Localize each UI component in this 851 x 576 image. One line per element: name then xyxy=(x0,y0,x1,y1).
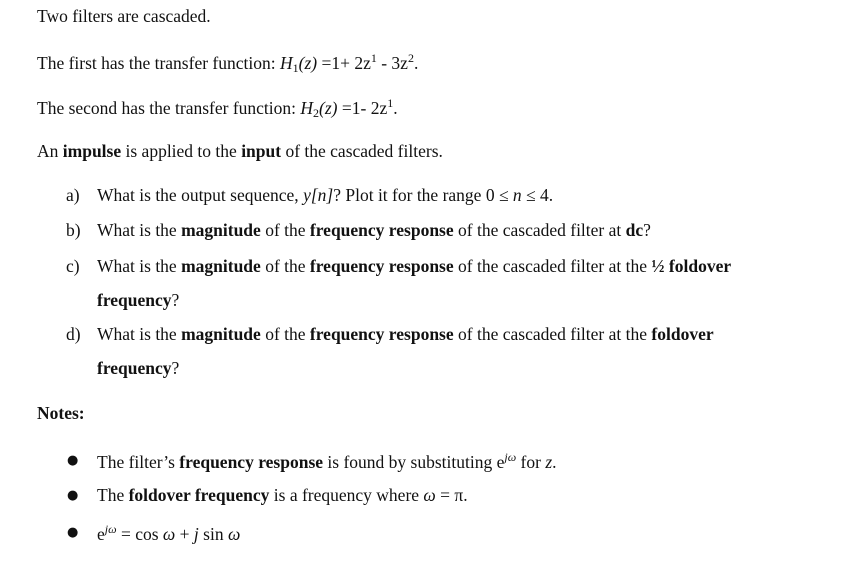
impulse-b2: input xyxy=(241,141,282,161)
notes-heading: Notes: xyxy=(37,403,85,423)
note-2-text xyxy=(97,485,468,506)
n3-w1: ω xyxy=(162,524,176,544)
qc-b3: ½ foldover xyxy=(651,256,732,276)
impulse-p1: An xyxy=(37,141,63,161)
qd-b4: frequency xyxy=(97,358,172,378)
question-c-text xyxy=(97,256,731,277)
qa-nvar: n xyxy=(512,185,522,205)
second-filter-line xyxy=(37,96,398,121)
second-prefix: The second has the transfer function: xyxy=(37,98,301,118)
first-prefix: The first has the transfer function: xyxy=(37,53,280,73)
question-c-cont xyxy=(97,290,179,311)
qd-t4: ? xyxy=(171,358,180,378)
n3-e: e xyxy=(97,524,105,544)
question-a-text xyxy=(97,185,553,206)
qa-t1: What is the output sequence, xyxy=(97,185,304,205)
second-end: . xyxy=(393,98,398,118)
qb-b1: magnitude xyxy=(181,220,261,240)
question-b-label: b) xyxy=(66,220,81,240)
question-b-text xyxy=(97,220,651,241)
qc-b1: magnitude xyxy=(181,256,261,276)
first-eq: =1+ 2z xyxy=(317,53,371,73)
qd-t3: of the cascaded filter at the xyxy=(453,324,652,344)
impulse-p3: of the cascaded filters. xyxy=(281,141,443,161)
qc-b2: frequency response xyxy=(309,256,454,276)
qc-t3: of the cascaded filter at the xyxy=(453,256,652,276)
qa-y: y xyxy=(303,185,311,205)
qc-b4: frequency xyxy=(97,290,172,310)
n2-t2: is a frequency where xyxy=(269,485,424,505)
question-a-label: a) xyxy=(66,185,80,205)
n1-t3: for xyxy=(516,452,546,472)
first-exp2: 2 xyxy=(407,51,414,65)
qd-t2: of the xyxy=(260,324,310,344)
first-sub: 1 xyxy=(292,61,299,75)
note-1-text xyxy=(97,450,557,473)
n2-t3: = π. xyxy=(435,485,468,505)
second-z: (z) xyxy=(319,98,338,118)
impulse-b1: impulse xyxy=(62,141,122,161)
question-d-cont xyxy=(97,358,179,379)
n1-t2: is found by substituting e xyxy=(323,452,505,472)
n1-t1: The filter’s xyxy=(97,452,180,472)
qb-t1: What is the xyxy=(97,220,182,240)
bullet-icon: ● xyxy=(67,453,79,468)
question-d-text xyxy=(97,324,714,345)
n3-j: j xyxy=(193,524,199,544)
qd-b1: magnitude xyxy=(181,324,261,344)
bullet-icon: ● xyxy=(67,525,79,540)
n2-w: ω xyxy=(423,485,436,505)
qc-t2: of the xyxy=(260,256,310,276)
intro-text: Two filters are cascaded. xyxy=(37,6,211,26)
first-mid: - 3z xyxy=(376,53,408,73)
first-end: . xyxy=(413,53,419,73)
qb-b2: frequency response xyxy=(309,220,454,240)
qc-t1: What is the xyxy=(97,256,182,276)
qd-t1: What is the xyxy=(97,324,182,344)
qb-t3: of the cascaded filter at xyxy=(453,220,626,240)
qd-b2: frequency response xyxy=(309,324,454,344)
n1-sup: jω xyxy=(504,450,517,464)
n3-t2: + xyxy=(175,524,194,544)
n1-z: z xyxy=(545,452,553,472)
bullet-icon: ● xyxy=(67,488,79,503)
second-exp1: 1 xyxy=(387,96,394,110)
first-filter-line xyxy=(37,51,418,76)
second-H: H xyxy=(300,98,314,118)
n3-t1: = cos xyxy=(116,524,163,544)
question-d-label: d) xyxy=(66,324,81,344)
question-c-label: c) xyxy=(66,256,80,276)
qa-t3: ≤ 4. xyxy=(521,185,554,205)
qd-b3: foldover xyxy=(651,324,714,344)
first-exp1: 1 xyxy=(370,51,377,65)
first-H: H xyxy=(279,53,293,73)
second-sub: 2 xyxy=(313,106,320,120)
n3-w2: ω xyxy=(227,524,241,544)
qa-t2: ? Plot it for the range 0 ≤ xyxy=(333,185,513,205)
qa-n: [n] xyxy=(310,185,334,205)
second-eq: =1- 2z xyxy=(337,98,388,118)
n2-b1: foldover frequency xyxy=(128,485,270,505)
n3-sup: jω xyxy=(104,522,117,536)
qc-t4: ? xyxy=(171,290,180,310)
impulse-line xyxy=(37,141,443,162)
first-z: (z) xyxy=(298,53,318,73)
n3-t3: sin xyxy=(198,524,228,544)
qb-b3: dc xyxy=(625,220,644,240)
n1-b1: frequency response xyxy=(179,452,324,472)
note-3-text xyxy=(97,522,240,545)
impulse-p2: is applied to the xyxy=(121,141,242,161)
qb-t2: of the xyxy=(260,220,310,240)
n1-t4: . xyxy=(552,452,557,472)
n2-t1: The xyxy=(97,485,129,505)
qb-t4: ? xyxy=(643,220,651,240)
